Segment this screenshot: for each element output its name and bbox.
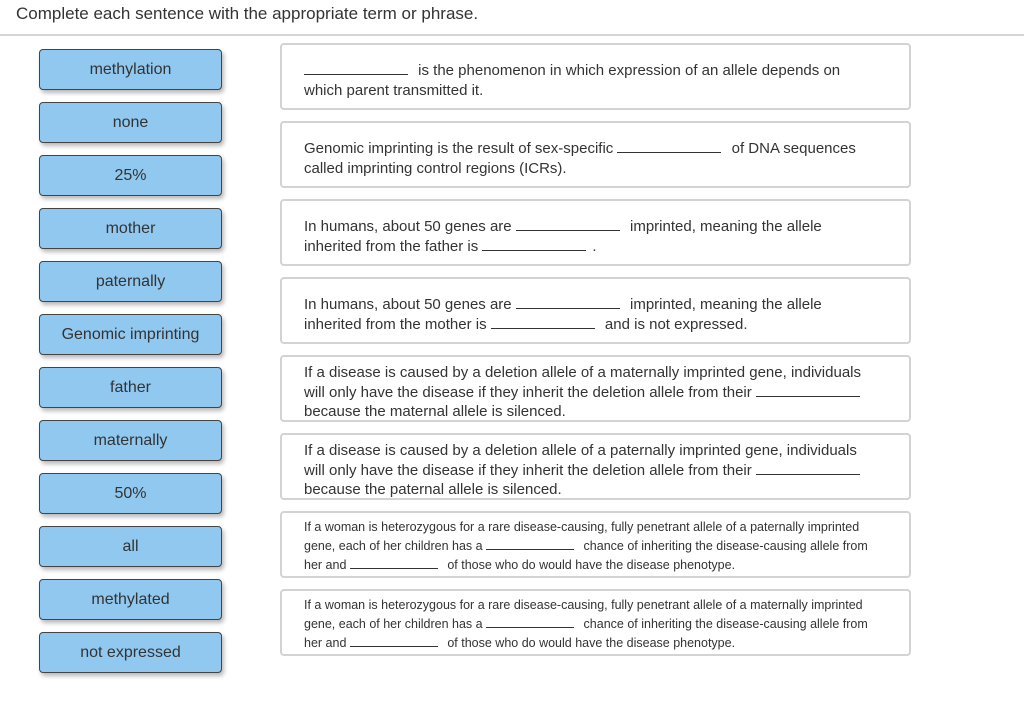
drop-blank[interactable] [756,384,860,397]
sentence-box-5 [280,355,911,422]
drop-blank[interactable] [486,617,574,628]
tile-all[interactable]: all [39,526,222,567]
sentence-box-6 [280,433,911,500]
sentence-text-4: In humans, about 50 genes are imprinted, meaning the allele inherited from the mother is and is not expressed. [304,296,822,333]
tile-none[interactable]: none [39,102,222,143]
drop-blank[interactable] [617,140,721,153]
sentence-text-1: is the phenomenon in which expression of an allele depends on which parent transmitted it. [304,62,841,99]
drop-blank[interactable] [516,218,620,231]
tile-genomic-imprinting[interactable]: Genomic imprinting [39,314,222,355]
header-divider [0,34,1024,36]
tile-50-percent[interactable]: 50% [39,473,222,514]
sentence-text-7: If a woman is heterozygous for a rare disease-causing, fully penetrant allele of a paternally imprinted gene, each of her children has a chance of inheriting the disease-causing allele from her and of those who do would have the disease phenotype. [304,520,868,572]
tile-father[interactable]: father [39,367,222,408]
sentence-box-1 [280,43,911,110]
sentence-box-8 [280,589,911,656]
sentence-box-2 [280,121,911,188]
tile-not-expressed[interactable]: not expressed [39,632,222,673]
tile-paternally[interactable]: paternally [39,261,222,302]
tile-maternally[interactable]: maternally [39,420,222,461]
sentence-text-2: Genomic imprinting is the result of sex-specific of DNA sequences called imprinting control regions (ICRs). [304,140,856,177]
sentence-text-6: If a disease is caused by a deletion allele of a paternally imprinted gene, individuals will only have the disease if they inherit the deletion allele from their because the paternal allele is silenced. [304,441,879,500]
sentence-text-3: In humans, about 50 genes are imprinted, meaning the allele inherited from the father is . [304,218,822,255]
tile-methylation[interactable]: methylation [39,49,222,90]
tile-25-percent[interactable]: 25% [39,155,222,196]
instruction-text: Complete each sentence with the appropriate term or phrase. [16,4,479,23]
sentence-text-8: If a woman is heterozygous for a rare disease-causing, fully penetrant allele of a maternally imprinted gene, each of her children has a chance of inheriting the disease-causing allele from her and of those who do would have the disease phenotype. [304,598,868,650]
tile-methylated[interactable]: methylated [39,579,222,620]
sentence-box-7 [280,511,911,578]
drop-blank[interactable] [756,462,860,475]
drop-blank[interactable] [491,316,595,329]
sentence-text-5: If a disease is caused by a deletion allele of a maternally imprinted gene, individuals will only have the disease if they inherit the deletion allele from their because the maternal allele is silenced. [304,364,861,420]
sentence-box-4 [280,277,911,344]
drop-blank[interactable] [350,636,438,647]
drop-blank[interactable] [516,296,620,309]
drop-blank[interactable] [350,558,438,569]
sentence-box-3 [280,199,911,266]
tile-mother[interactable]: mother [39,208,222,249]
drop-blank[interactable] [304,62,408,75]
drop-blank[interactable] [486,539,574,550]
drop-blank[interactable] [482,238,586,251]
